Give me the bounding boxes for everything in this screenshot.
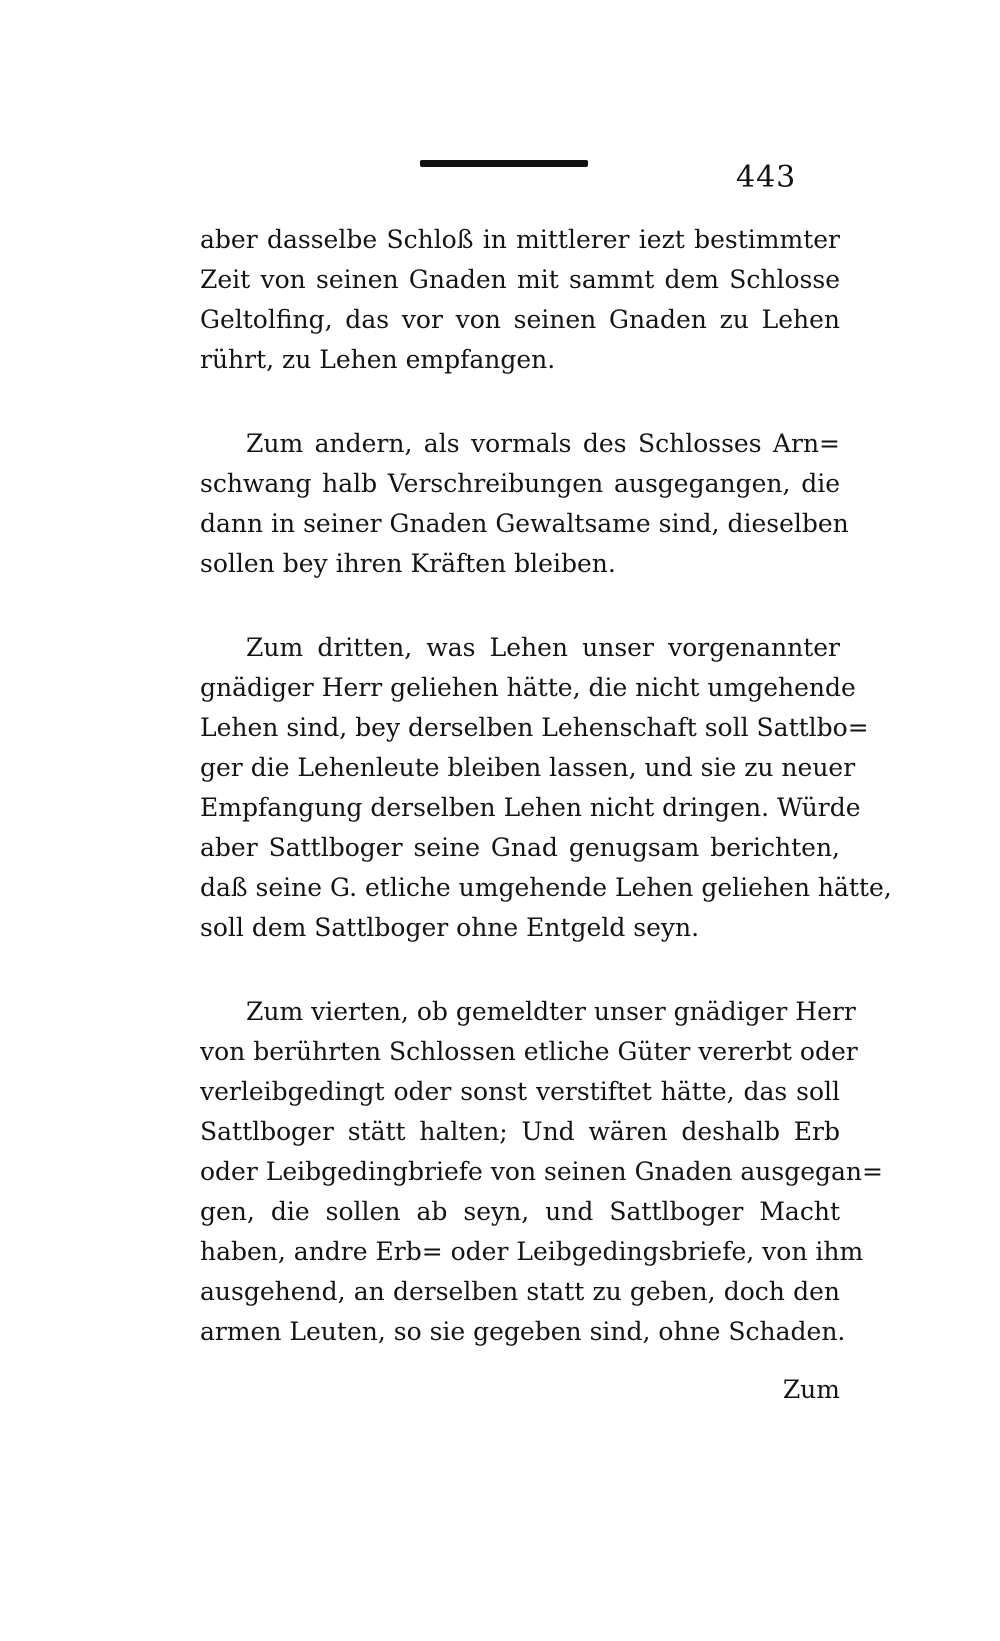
page-number: 443 bbox=[736, 160, 797, 195]
text-line: von berührten Schlossen etliche Güter vererbt oder bbox=[200, 1037, 858, 1066]
text-line: gen, die sollen ab seyn, und Sattlboger Macht bbox=[200, 1197, 840, 1226]
paragraph bbox=[200, 992, 883, 1352]
text-line: oder Leibgedingbriefe von seinen Gnaden ausgegan= bbox=[200, 1157, 883, 1186]
catchword-row bbox=[200, 1370, 840, 1410]
text-line: dann in seiner Gnaden Gewaltsame sind, dieselben bbox=[200, 509, 849, 538]
text-line: Zum vierten, ob gemeldter unser gnädiger Herr bbox=[246, 997, 856, 1026]
text-line: ausgehend, an derselben statt zu geben, doch den bbox=[200, 1277, 840, 1306]
text-line: daß seine G. etliche umgehende Lehen geliehen hätte, bbox=[200, 873, 892, 902]
catchword: Zum bbox=[782, 1375, 840, 1404]
text-line: ger die Lehenleute bleiben lassen, und sie zu neuer bbox=[200, 753, 856, 782]
text-line: armen Leuten, so sie gegeben sind, ohne Schaden. bbox=[200, 1317, 846, 1346]
header-rule bbox=[420, 160, 588, 167]
text-line: Zum dritten, was Lehen unser vorgenannter bbox=[246, 633, 840, 662]
text-line: Sattlboger stätt halten; Und wären deshalb Erb bbox=[200, 1117, 840, 1146]
text-line: aber dasselbe Schloß in mittlerer iezt bestimmter bbox=[200, 225, 840, 254]
paragraph bbox=[200, 220, 840, 380]
text-line: rührt, zu Lehen empfangen. bbox=[200, 345, 556, 374]
text-line: gnädiger Herr geliehen hätte, die nicht umgehende bbox=[200, 673, 856, 702]
text-line: Empfangung derselben Lehen nicht dringen. Würde bbox=[200, 793, 861, 822]
text-line: Zum andern, als vormals des Schlosses Arn= bbox=[246, 429, 840, 458]
paragraph bbox=[200, 628, 892, 948]
text-line: soll dem Sattlboger ohne Entgeld seyn. bbox=[200, 913, 700, 942]
text-line: sollen bey ihren Kräften bleiben. bbox=[200, 549, 616, 578]
text-line: Geltolfing, das vor von seinen Gnaden zu Lehen bbox=[200, 305, 840, 334]
page-body bbox=[200, 220, 892, 1410]
paragraph bbox=[200, 424, 849, 584]
text-line: Zeit von seinen Gnaden mit sammt dem Schlosse bbox=[200, 265, 840, 294]
text-line: haben, andre Erb= oder Leibgedingsbriefe, von ihm bbox=[200, 1237, 864, 1266]
text-line: verleibgedingt oder sonst verstiftet hätte, das soll bbox=[200, 1077, 840, 1106]
text-line: aber Sattlboger seine Gnad genugsam berichten, bbox=[200, 833, 840, 862]
text-line: schwang halb Verschreibungen ausgegangen, die bbox=[200, 469, 840, 498]
text-line: Lehen sind, bey derselben Lehenschaft soll Sattlbo= bbox=[200, 713, 869, 742]
